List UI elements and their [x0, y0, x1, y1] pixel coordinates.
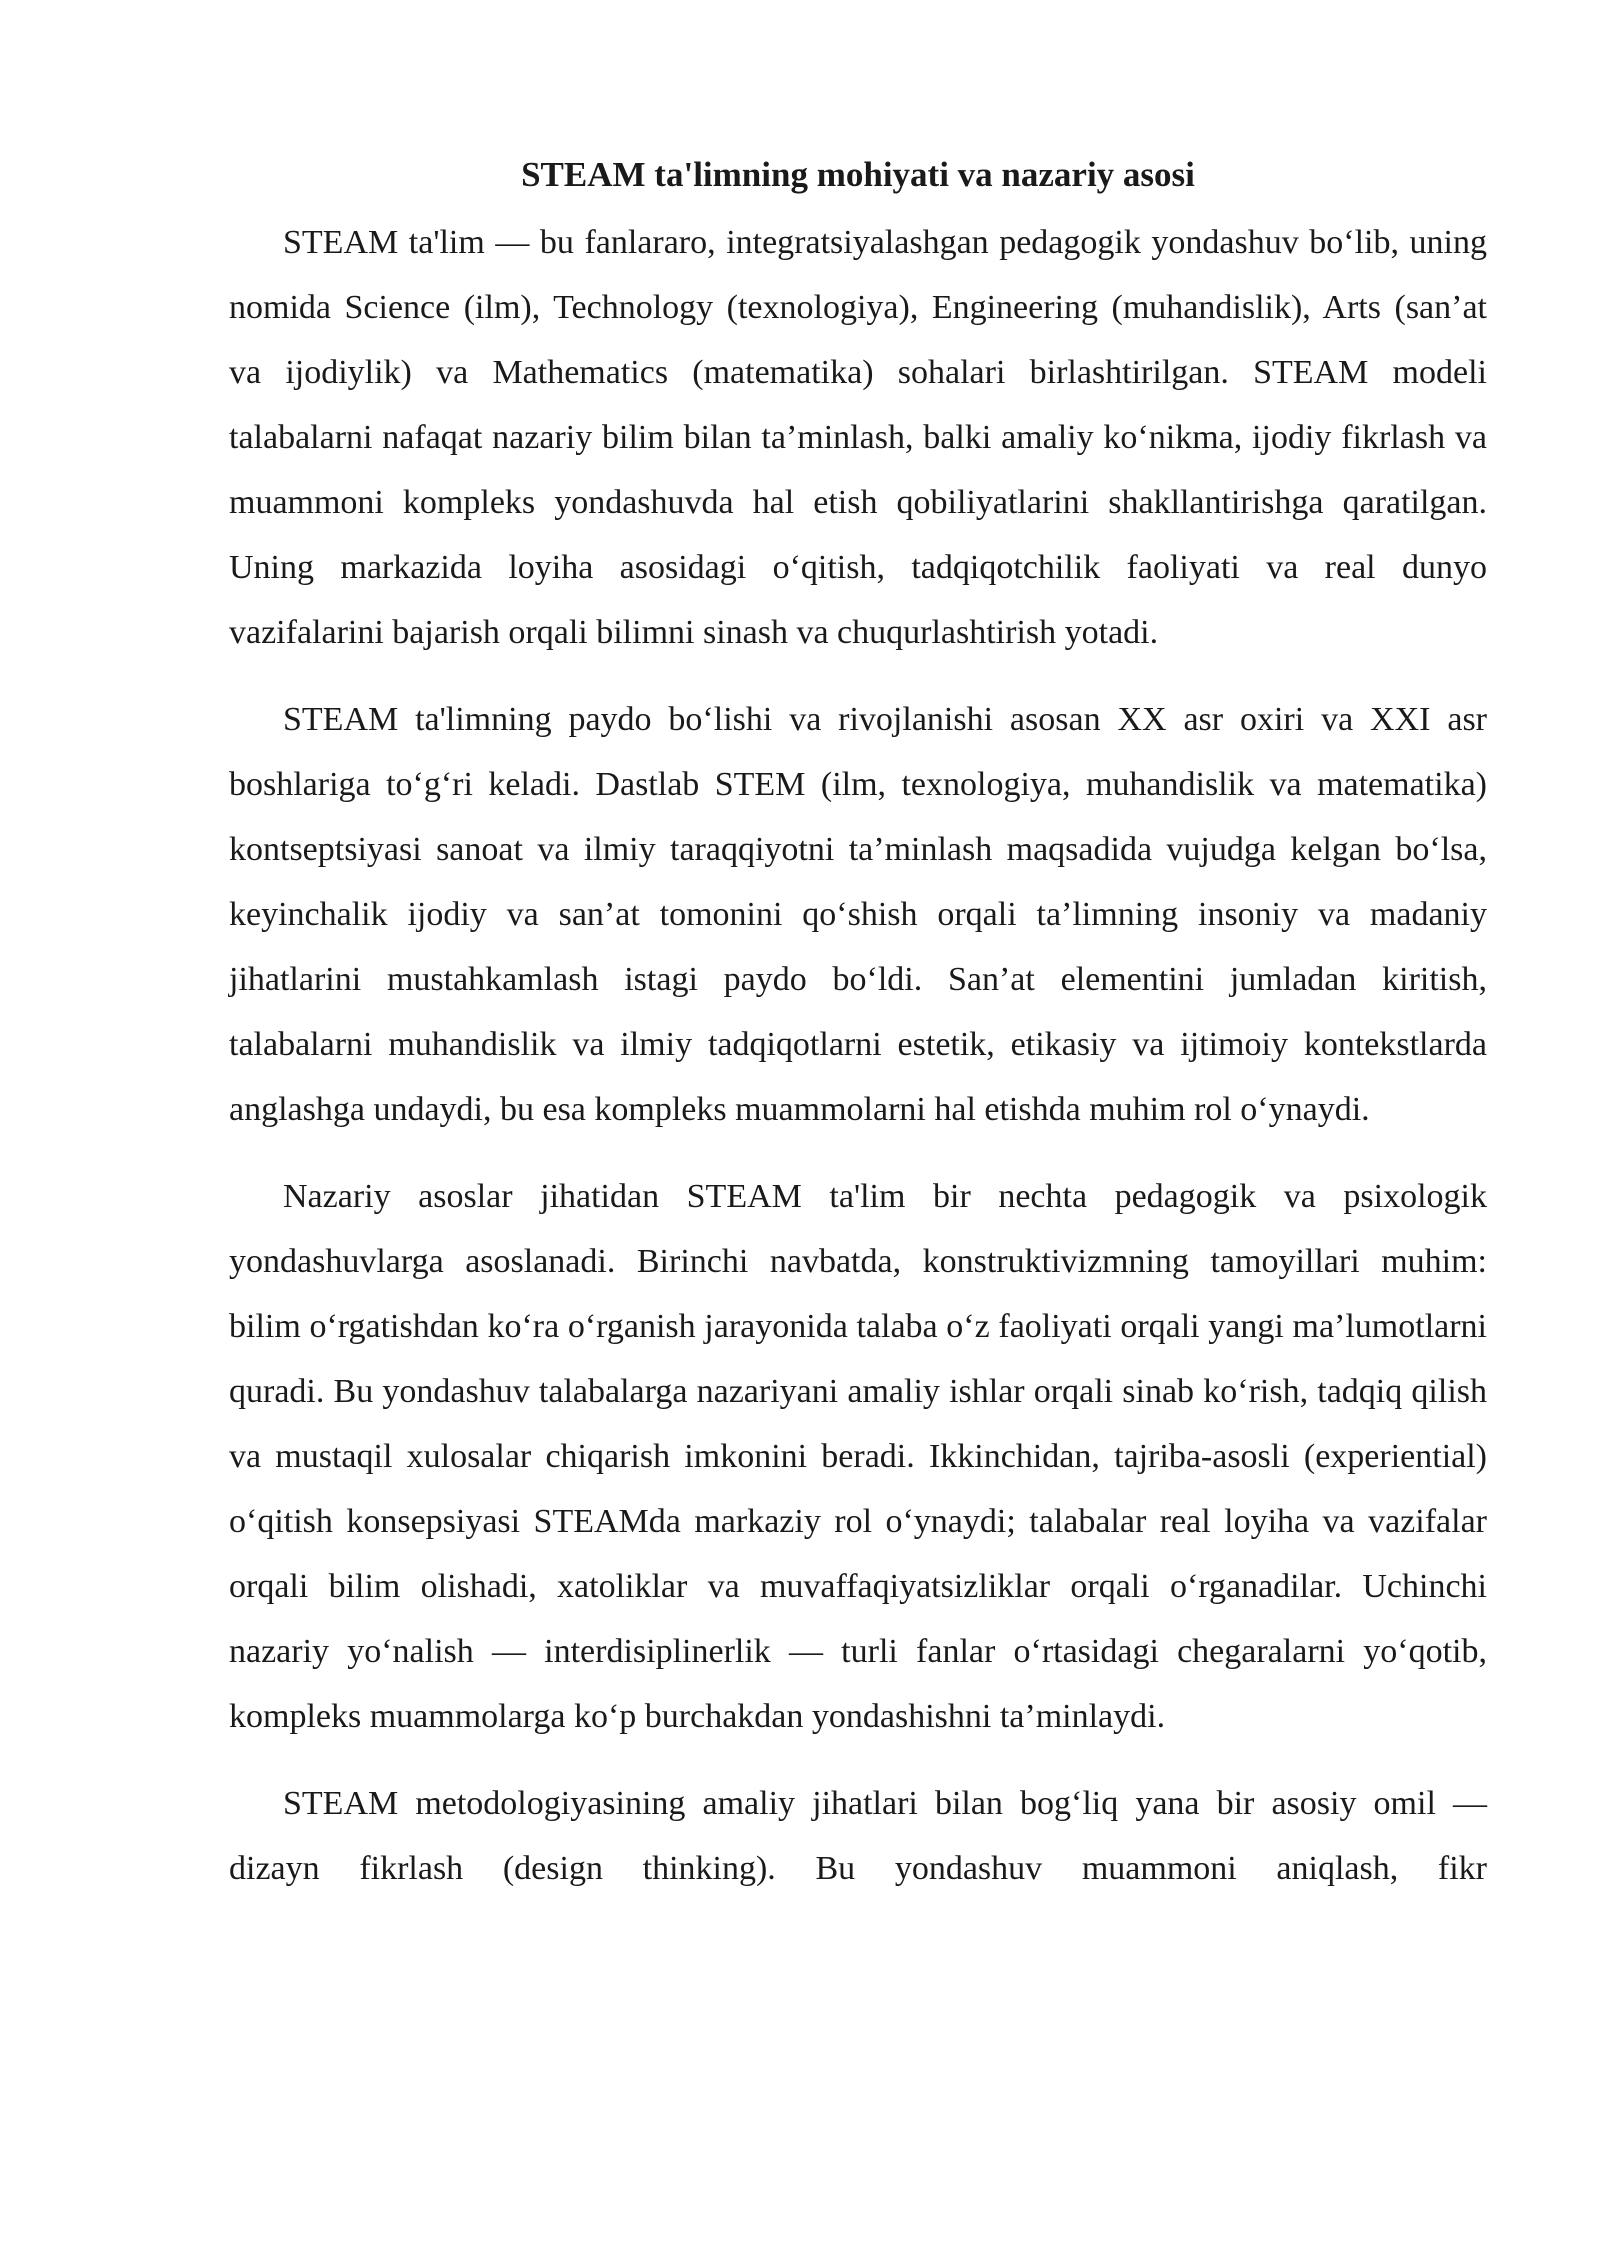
- paragraph-3: Nazariy asoslar jihatidan STEAM ta'lim bir nechta pedagogik va psixologik yondashuvlarga asoslanadi. Birinchi navbatda, konstruktivizmning tamoyillari muhim: bilim o‘rgatishdan ko‘ra o‘rganish jarayonida talaba o‘z faoliyati orqali yangi ma’lumotlarni quradi. Bu yondashuv talabalarga nazariyani amaliy ishlar orqali sinab ko‘rish, tadqiq qilish va mustaqil xulosalar chiqarish imkonini beradi. Ikkinchidan, tajriba-asosli (experiential) o‘qitish konsepsiyasi STEAMda markaziy rol o‘ynaydi; talabalar real loyiha va vazifalar orqali bilim olishadi, xatoliklar va muvaffaqiyatsizliklar orqali o‘rganadilar. Uchinchi nazariy yo‘nalish — interdisiplinerlik — turli fanlar o‘rtasidagi chegaralarni yo‘qotib, kompleks muammolarga ko‘p burchakdan yondashishni ta’minlaydi.: [229, 1178, 1487, 1735]
- document-page: [229, 150, 1487, 1901]
- paragraph-2: STEAM ta'limning paydo bo‘lishi va rivojlanishi asosan XX asr oxiri va XXI asr boshlariga to‘g‘ri keladi. Dastlab STEM (ilm, texnologiya, muhandislik va matematika) kontseptsiyasi sanoat va ilmiy taraqqiyotni ta’minlash maqsadida vujudga kelgan bo‘lsa, keyinchalik ijodiy va san’at tomonini qo‘shish orqali ta’limning insoniy va madaniy jihatlarini mustahkamlash istagi paydo bo‘ldi. San’at elementini jumladan kiritish, talabalarni muhandislik va ilmiy tadqiqotlarni estetik, etikasiy va ijtimoiy kontekstlarda anglashga undaydi, bu esa kompleks muammolarni hal etishda muhim rol o‘ynaydi.: [229, 701, 1487, 1128]
- paragraph-1: STEAM ta'lim — bu fanlararo, integratsiyalashgan pedagogik yondashuv bo‘lib, uning nomida Science (ilm), Technology (texnologiya), Engineering (muhandislik), Arts (san’at va ijodiylik) va Mathematics (matematika) sohalari birlashtirilgan. STEAM modeli talabalarni nafaqat nazariy bilim bilan ta’minlash, balki amaliy ko‘nikma, ijodiy fikrlash va muammoni kompleks yondashuvda hal etish qobiliyatlarini shakllantirishga qaratilgan. Uning markazida loyiha asosidagi o‘qitish, tadqiqotchilik faoliyati va real dunyo vazifalarini bajarish orqali bilimni sinash va chuqurlashtirish yotadi.: [229, 224, 1487, 651]
- paragraph-4: STEAM metodologiyasining amaliy jihatlari bilan bog‘liq yana bir asosiy omil — dizayn fikrlash (design thinking). Bu yondashuv muammoni aniqlash, fikr: [229, 1785, 1487, 1887]
- document-title: STEAM ta'limning mohiyati va nazariy asosi: [521, 155, 1195, 194]
